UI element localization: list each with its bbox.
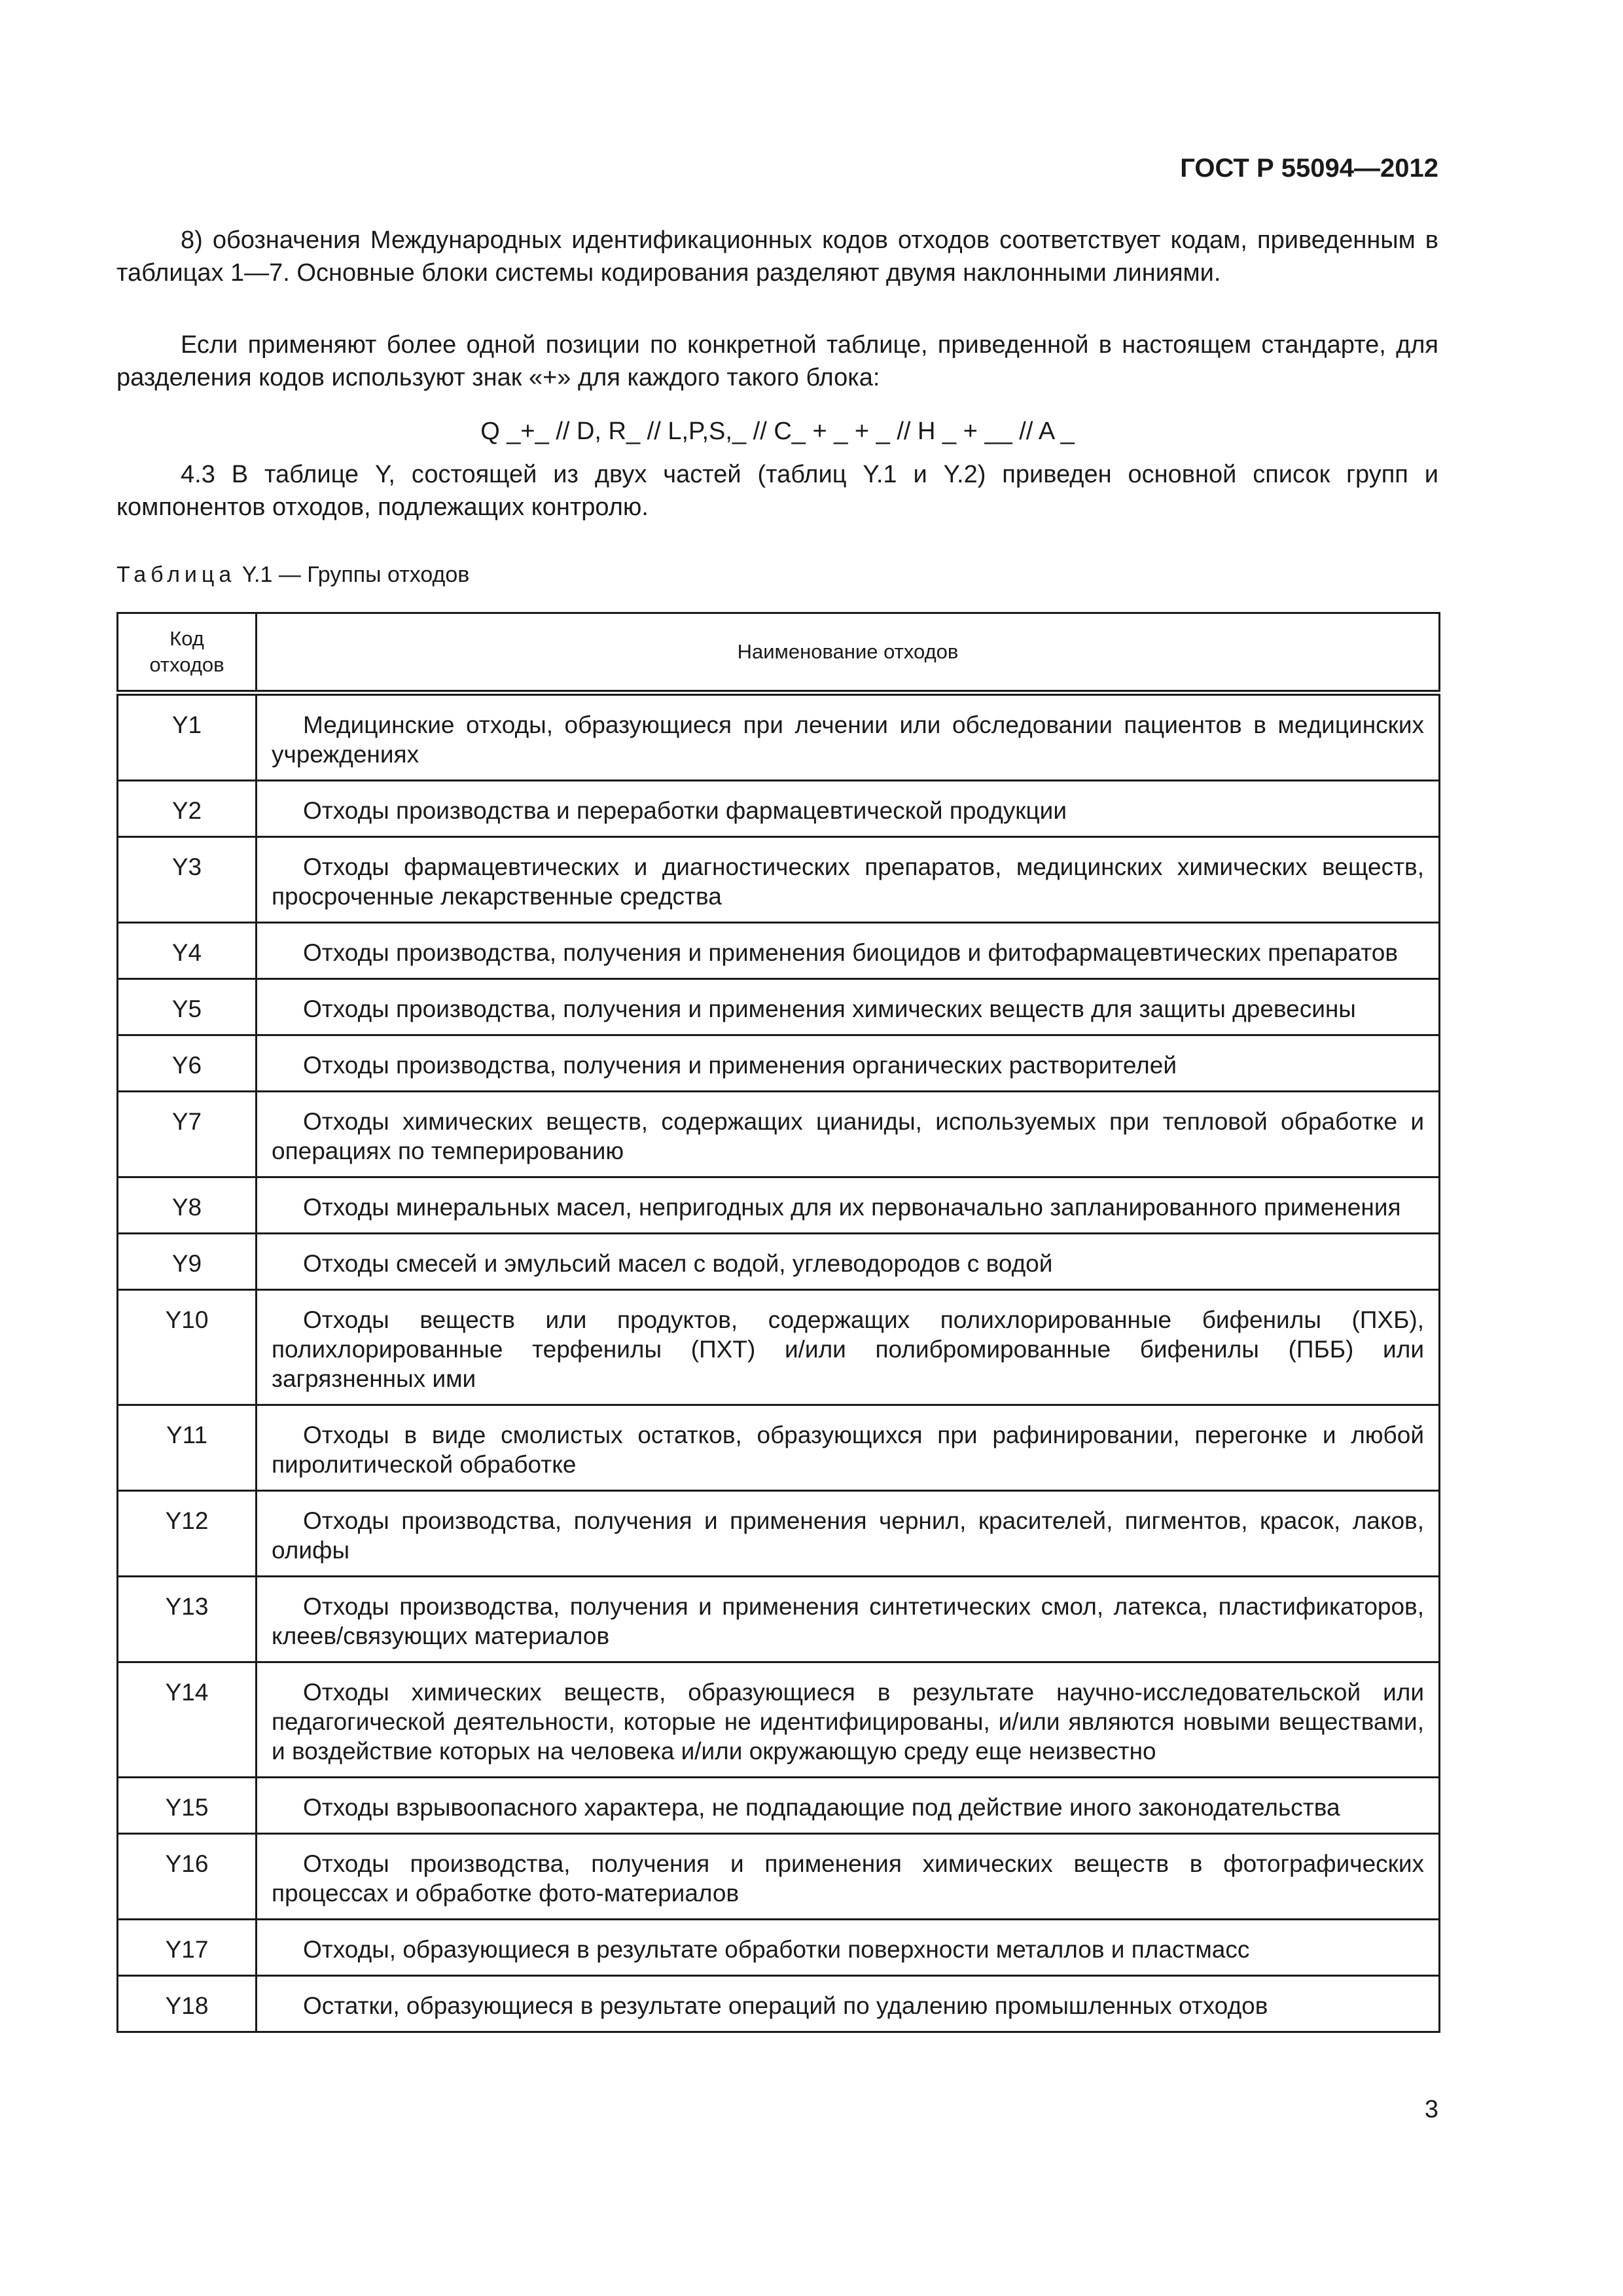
- waste-name: Отходы производства, получения и применения химических веществ для защиты древесины: [257, 979, 1440, 1035]
- waste-name: Отходы производства, получения и применения биоцидов и фитофармацевтических препаратов: [257, 923, 1440, 979]
- table-row: [118, 781, 1440, 837]
- waste-name: Отходы в виде смолистых остатков, образующихся при рафинировании, перегонке и любой пиролитической обработке: [257, 1405, 1440, 1491]
- waste-code: Y7: [118, 1092, 257, 1177]
- table-row: [118, 1778, 1440, 1834]
- waste-name: Отходы фармацевтических и диагностических препаратов, медицинских химических веществ, просроченные лекарственные средства: [257, 837, 1440, 923]
- table-row: [118, 979, 1440, 1035]
- paragraph-text: 8) обозначения Международных идентификационных кодов отходов соответствует кодам, приведенным в таблицах 1—7. Основные блоки системы кодирования разделяют двумя наклонными линиями.: [116, 226, 1438, 287]
- table-row: [118, 1834, 1440, 1920]
- waste-code: Y3: [118, 837, 257, 923]
- table-caption-title: Y.1 — Группы отходов: [236, 562, 470, 587]
- waste-name: Отходы производства, получения и применения чернил, красителей, пигментов, красок, лаков, олифы: [257, 1491, 1440, 1577]
- waste-code: Y18: [118, 1976, 257, 2032]
- paragraph-text: 4.3 В таблице Y, состоящей из двух частей (таблиц Y.1 и Y.2) приведен основной список групп и компонентов отходов, подлежащих контролю.: [116, 461, 1438, 521]
- waste-code: Y8: [118, 1177, 257, 1234]
- waste-code: Y14: [118, 1662, 257, 1778]
- waste-name: Медицинские отходы, образующиеся при лечении или обследовании пациентов в медицинских учреждениях: [257, 693, 1440, 781]
- table-row: [118, 1491, 1440, 1577]
- table-row: [118, 1290, 1440, 1405]
- waste-name: Отходы взрывоопасного характера, не подпадающие под действие иного законодательства: [257, 1778, 1440, 1834]
- header-code: [118, 613, 257, 693]
- table-row: [118, 693, 1440, 781]
- paragraph-text: Если применяют более одной позиции по конкретной таблице, приведенной в настоящем стандарте, для разделения кодов используют знак «+» для каждого такого блока:: [116, 331, 1438, 391]
- table-row: [118, 1662, 1440, 1778]
- waste-name: Отходы химических веществ, образующиеся в результате научно-исследовательской или педагогической деятельности, которые не идентифицированы, и/или являются новыми веществами, и воздействие которых на человека и/или окружающую среду еще неизвестно: [257, 1662, 1440, 1778]
- waste-code: Y6: [118, 1035, 257, 1092]
- waste-code: Y17: [118, 1920, 257, 1976]
- header-name: Наименование отходов: [257, 613, 1440, 693]
- waste-name: Отходы смесей и эмульсий масел с водой, углеводородов с водой: [257, 1234, 1440, 1290]
- waste-code: Y2: [118, 781, 257, 837]
- table-row: [118, 1976, 1440, 2032]
- code-formula: Q _+_ // D, R_ // L,P,S,_ // C_ + _ + _ // H _ + __ // A _: [480, 418, 1075, 445]
- waste-code: Y10: [118, 1290, 257, 1405]
- waste-name: Отходы, образующиеся в результате обработки поверхности металлов и пластмасс: [257, 1920, 1440, 1976]
- table-caption: [116, 560, 1438, 589]
- paragraph-item-8: [116, 224, 1438, 289]
- table-row: [118, 1092, 1440, 1177]
- waste-code: Y12: [118, 1491, 257, 1577]
- waste-code: Y13: [118, 1577, 257, 1662]
- waste-code: Y5: [118, 979, 257, 1035]
- table-row: [118, 837, 1440, 923]
- table-row: [118, 1405, 1440, 1491]
- paragraph-separator-rule: [116, 329, 1438, 394]
- waste-code: Y11: [118, 1405, 257, 1491]
- waste-name: Отходы веществ или продуктов, содержащих полихлорированные бифенилы (ПХБ), полихлорированные терфенилы (ПХТ) и/или полибромированные бифенилы (ПББ) или загрязненных ими: [257, 1290, 1440, 1405]
- waste-name: Отходы минеральных масел, непригодных для их первоначально запланированного применения: [257, 1177, 1440, 1234]
- waste-code: Y16: [118, 1834, 257, 1920]
- waste-name: Отходы производства, получения и применения химических веществ в фотографических процессах и обработке фото-материалов: [257, 1834, 1440, 1920]
- table-body: [118, 693, 1440, 2032]
- waste-code: Y9: [118, 1234, 257, 1290]
- waste-name: Отходы производства, получения и применения органических растворителей: [257, 1035, 1440, 1092]
- table-header-row: [118, 613, 1440, 693]
- table-row: [118, 1920, 1440, 1976]
- waste-code: Y15: [118, 1778, 257, 1834]
- waste-code: Y4: [118, 923, 257, 979]
- table-caption-label: Таблица: [116, 562, 236, 587]
- table-row: [118, 1577, 1440, 1662]
- waste-name: Отходы производства, получения и применения синтетических смол, латекса, пластификаторов, клеев/связующих материалов: [257, 1577, 1440, 1662]
- waste-groups-table: [116, 612, 1440, 2033]
- header-code-label: Код отходов: [149, 627, 224, 676]
- standard-number: ГОСТ Р 55094—2012: [1180, 154, 1438, 183]
- paragraph-section-4-3: [116, 458, 1438, 524]
- waste-name: Остатки, образующиеся в результате операций по удалению промышленных отходов: [257, 1976, 1440, 2032]
- table-row: [118, 1177, 1440, 1234]
- table-row: [118, 1234, 1440, 1290]
- waste-name: Отходы химических веществ, содержащих цианиды, используемых при тепловой обработке и операциях по темперированию: [257, 1092, 1440, 1177]
- table-row: [118, 923, 1440, 979]
- table-row: [118, 1035, 1440, 1092]
- waste-name: Отходы производства и переработки фармацевтической продукции: [257, 781, 1440, 837]
- page-number: 3: [1424, 2096, 1438, 2123]
- waste-code: Y1: [118, 693, 257, 781]
- document-header: [116, 152, 1438, 185]
